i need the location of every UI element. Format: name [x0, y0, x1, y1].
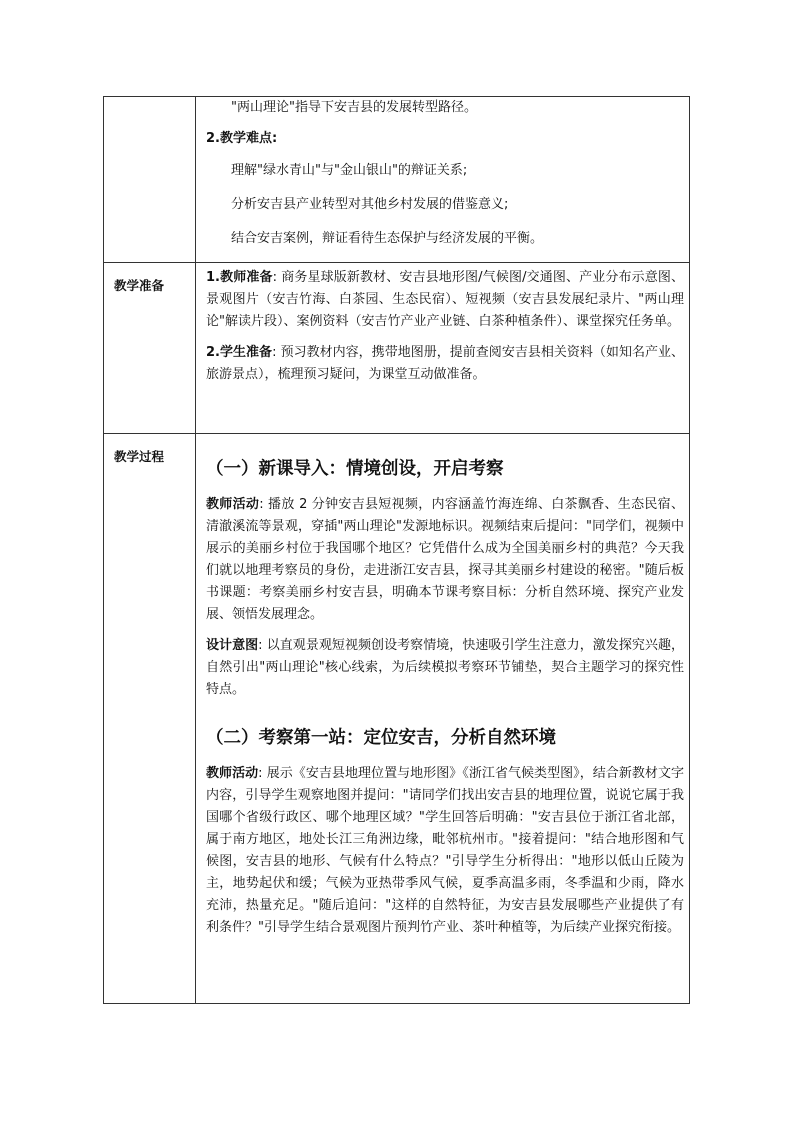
teacher-activity-station1: [206, 763, 684, 939]
teacher-preparation: [206, 267, 684, 333]
row-label-process: 教学过程: [104, 434, 196, 1004]
preparation-content: [196, 263, 690, 434]
table-row-goals: [104, 97, 690, 263]
section-title-station1: （二）考察第一站：定位安吉，分析自然环境: [206, 728, 556, 748]
design-intent: [206, 635, 684, 701]
activity-lead: 教师活动: [206, 766, 259, 781]
difficulty-heading: 2.教学难点:: [206, 131, 278, 146]
lesson-plan-table: [103, 96, 690, 1004]
row-label-preparation: 教学准备: [104, 263, 196, 434]
process-content: [196, 434, 690, 1004]
goals-content: [196, 97, 690, 263]
table-row-process: [104, 434, 690, 1004]
difficulty-item: 结合安吉案例，辩证看待生态保护与经济发展的平衡。: [231, 231, 544, 246]
key-point-line: "两山理论"指导下安吉县的发展转型路径。: [231, 100, 477, 115]
teacher-preparation-lead: 1.教师准备: [206, 270, 273, 285]
activity-lead: 教师活动: [206, 497, 260, 512]
table-row-preparation: [104, 263, 690, 434]
teacher-activity-intro: [206, 494, 684, 626]
row-label-goals: [104, 97, 196, 263]
intent-text: : 以直观景观短视频创设考察情境，快速吸引学生注意力，激发探究兴趣，自然引出"两山理论"核心线索，为后续模拟考察环节铺垫，契合主题学习的探究性特点。: [206, 638, 684, 697]
difficulty-item: 理解"绿水青山"与"金山银山"的辩证关系;: [231, 163, 468, 178]
intent-lead: 设计意图: [206, 638, 259, 653]
difficulty-item: 分析安吉县产业转型对其他乡村发展的借鉴意义;: [231, 197, 509, 212]
teacher-preparation-text: : 商务星球版新教材、安吉县地形图/气候图/交通图、产业分布示意图、景观图片（安吉竹海、白茶园、生态民宿）、短视频（安吉县发展纪录片、"两山理论"解读片段）、案例资料（安吉竹产业产业链、白茶种植条件）、课堂探究任务单。: [206, 270, 684, 329]
student-preparation-text: : 预习教材内容，携带地图册，提前查阅安吉县相关资料（如知名产业、旅游景点），梳理预习疑问，为课堂互动做准备。: [206, 345, 685, 382]
section-title-intro: （一）新课导入：情境创设，开启考察: [206, 459, 504, 479]
student-preparation: [206, 342, 684, 386]
activity-text: : 展示《安吉县地理位置与地形图》《浙江省气候类型图》，结合新教材文字内容，引导学生观察地图并提问："请同学们找出安吉县的地理位置，说说它属于我国哪个省级行政区、哪个地理区域？"学生回答后明确："安吉县位于浙江省北部，属于南方地区，地处长江三角洲边缘，毗邻杭州市。"接着提问："结合地形图和气候图，安吉县的地形、气候有什么特点？"引导学生分析得出："地形以低山丘陵为主，地势起伏和缓；气候为亚热带季风气候，夏季高温多雨，冬季温和少雨，降水充沛，热量充足。"随后追问："这样的自然特征，为安吉县发展哪些产业提供了有利条件？"引导学生结合景观图片预判竹产业、茶叶种植等，为后续产业探究衔接。: [206, 766, 684, 935]
student-preparation-lead: 2.学生准备: [206, 345, 273, 360]
activity-text: : 播放 2 分钟安吉县短视频，内容涵盖竹海连绵、白茶飘香、生态民宿、清澈溪流等景观，穿插"两山理论"发源地标识。视频结束后提问："同学们，视频中展示的美丽乡村位于我国哪个地区？它凭借什么成为全国美丽乡村的典范？今天我们就以地理考察员的身份，走进浙江安吉县，探寻其美丽乡村建设的秘密。"随后板书课题：考察美丽乡村安吉县，明确本节课考察目标：分析自然环境、探究产业发展、领悟发展理念。: [206, 497, 684, 622]
